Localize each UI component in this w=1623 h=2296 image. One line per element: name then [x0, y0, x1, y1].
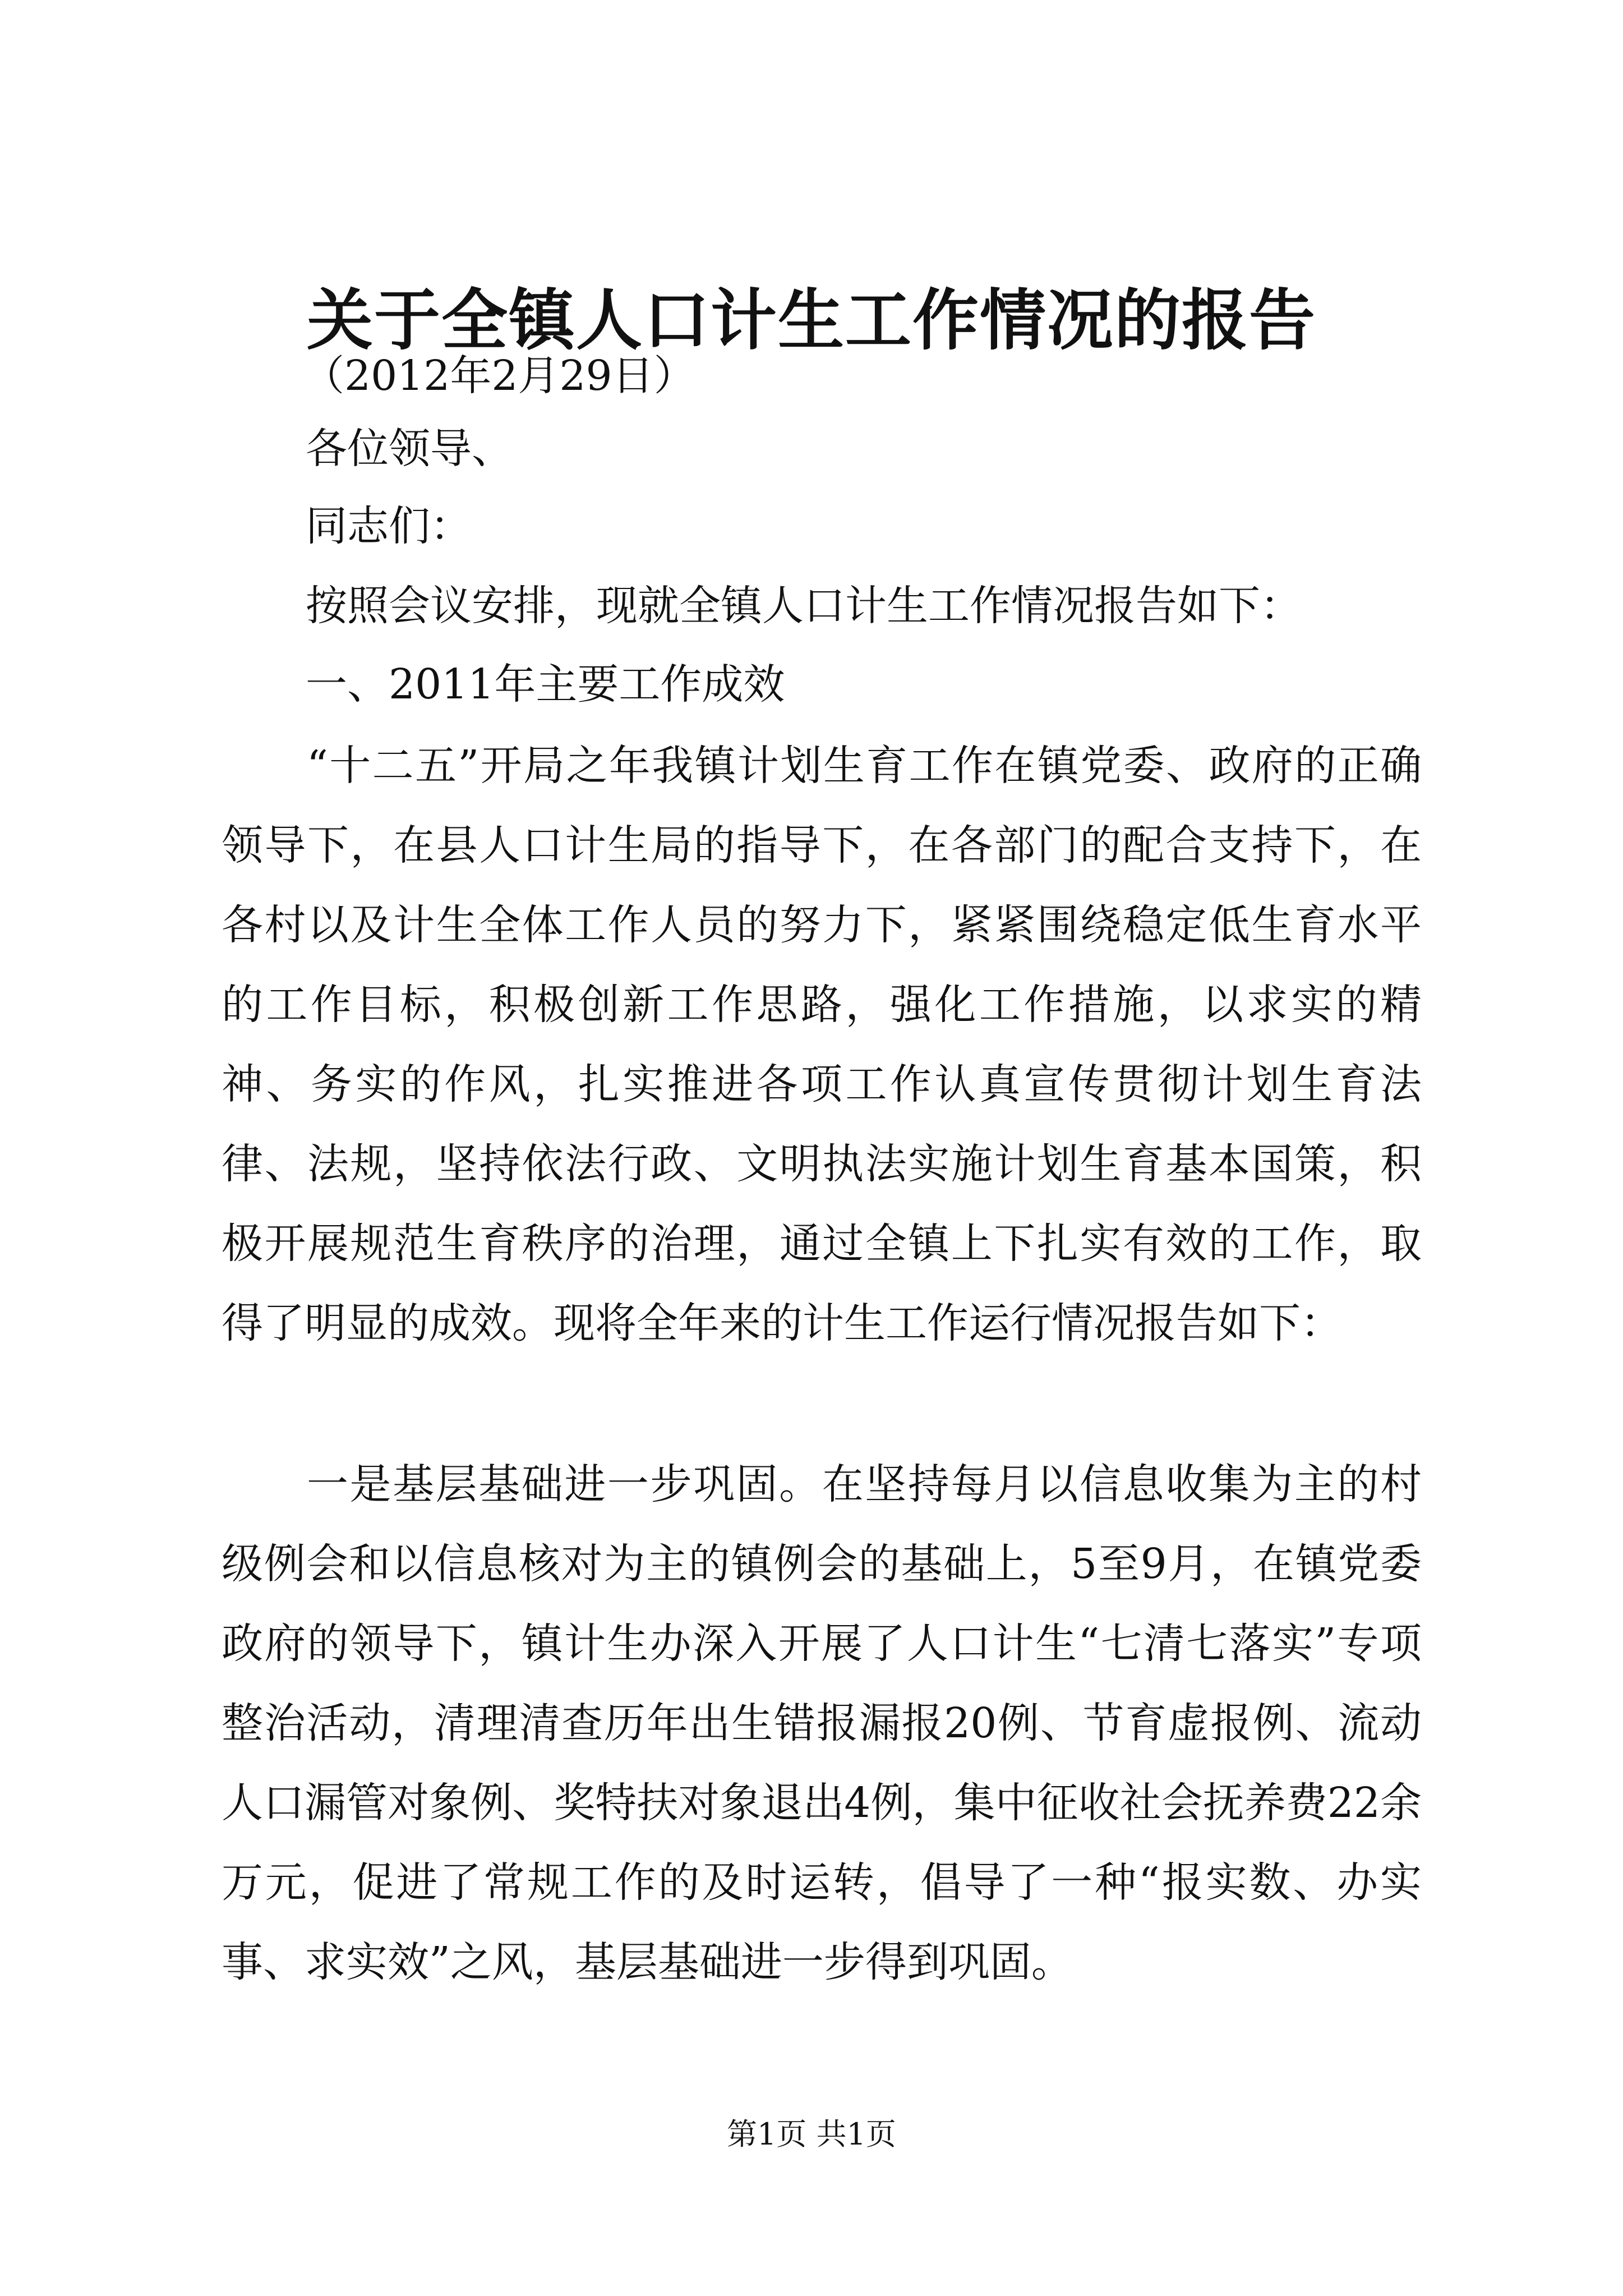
section-heading: 一、2011年主要工作成效 [306, 660, 785, 708]
document-title: 关于全镇人口计生工作情况的报告 [306, 281, 1316, 359]
intro-line: 按照会议安排，现就全镇人口计生工作情况报告如下： [306, 582, 1302, 630]
page-footer: 第1页 共1页 [727, 2116, 896, 2152]
salutation-leaders: 各位领导、 [306, 425, 513, 473]
body-paragraph-2: 一是基层基础进一步巩固。在坚持每月以信息收集为主的村级例会和以信息核对为主的镇例会的基础上，5至9月，在镇党委政府的领导下，镇计生办深入开展了人口计生“七清七落实”专项整治活动，清理清查历年出生错报漏报20例、节育虚报例、流动人口漏管对象例、奖特扶对象退出4例，集中征收社会抚养费22余万元，促进了常规工作的及时运转，倡导了一种“报实数、办实事、求实效”之风，基层基础进一步得到巩固。 [222, 1460, 1422, 1986]
salutation-comrades: 同志们： [306, 502, 472, 550]
report-date: （2012年2月29日） [303, 352, 695, 400]
body-paragraph-1: “十二五”开局之年我镇计划生育工作在镇党委、政府的正确领导下，在县人口计生局的指导下，在各部门的配合支持下，在各村以及计生全体工作人员的努力下，紧紧围绕稳定低生育水平的工作目标，积极创新工作思路，强化工作措施，以求实的精神、务实的作风，扎实推进各项工作认真宣传贯彻计划生育法律、法规，坚持依法行政、文明执法实施计划生育基本国策，积极开展规范生育秩序的治理，通过全镇上下扎实有效的工作，取得了明显的成效。现将全年来的计生工作运行情况报告如下： [222, 742, 1422, 1347]
